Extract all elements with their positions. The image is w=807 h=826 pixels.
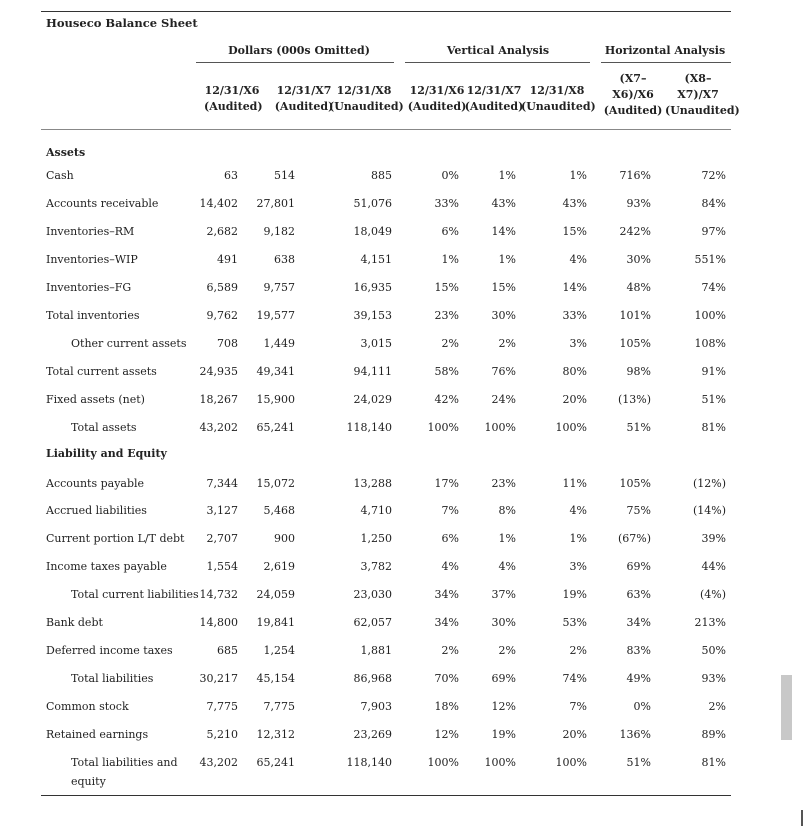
table-cell: (14%): [692, 504, 726, 517]
row-label: Accounts payable: [46, 477, 145, 490]
table-cell: 43%: [562, 197, 587, 210]
table-cell: 23,269: [353, 728, 392, 741]
table-cell: 14%: [562, 281, 587, 294]
row-label: Bank debt: [46, 616, 103, 629]
column-header-line: 12/31/X7: [466, 84, 522, 97]
table-cell: 51%: [701, 393, 726, 406]
table-cell: 20%: [562, 728, 587, 741]
row-label: Income taxes payable: [46, 560, 167, 573]
header-rule: [41, 129, 731, 130]
sheet-title: Houseco Balance Sheet: [46, 16, 198, 30]
group-dollars: Dollars (000s Omitted): [228, 44, 370, 57]
column-header-line: X7)/X7: [677, 88, 719, 101]
table-cell: 74%: [562, 672, 587, 685]
table-cell: 39%: [701, 532, 726, 545]
table-cell: 23%: [491, 477, 516, 490]
table-cell: 17%: [434, 477, 459, 490]
column-header-line: (X7–: [619, 72, 647, 85]
table-cell: 1%: [498, 532, 516, 545]
column-header-line: (Unaudited): [521, 100, 596, 113]
table-cell: 19,841: [256, 616, 295, 629]
table-cell: 1%: [441, 253, 459, 266]
table-cell: 118,140: [346, 421, 392, 434]
table-cell: 100%: [484, 421, 516, 434]
table-cell: 49%: [626, 672, 651, 685]
table-cell: 86,968: [353, 672, 392, 685]
table-cell: 4%: [569, 253, 587, 266]
table-cell: 12%: [434, 728, 459, 741]
table-cell: 48%: [626, 281, 651, 294]
table-cell: 65,241: [256, 421, 295, 434]
row-label: Total assets: [71, 421, 137, 434]
table-cell: 4,151: [360, 253, 392, 266]
group-dollars-rule: [196, 62, 394, 63]
column-header-line: X6)/X6: [612, 88, 654, 101]
table-cell: 43,202: [199, 421, 238, 434]
column-header-line: (Audited): [204, 100, 263, 113]
table-cell: 2,619: [263, 560, 295, 573]
column-header-line: (Audited): [407, 100, 467, 113]
table-cell: 4%: [441, 560, 459, 573]
table-cell: 72%: [701, 169, 726, 182]
row-label: Inventories–RM: [46, 225, 135, 238]
table-cell: 7%: [569, 700, 587, 713]
table-cell: 42%: [434, 393, 459, 406]
row-label: Deferred income taxes: [46, 644, 173, 657]
table-cell: 39,153: [353, 309, 392, 322]
table-cell: 14,800: [199, 616, 238, 629]
table-cell: 7,903: [360, 700, 392, 713]
row-label: Common stock: [46, 700, 129, 713]
table-cell: 514: [274, 169, 295, 182]
table-cell: 69%: [626, 560, 651, 573]
table-cell: 44%: [701, 560, 726, 573]
table-cell: 3,127: [206, 504, 238, 517]
row-label: Total current liabilities: [71, 588, 199, 601]
table-cell: 15%: [434, 281, 459, 294]
table-cell: 30%: [626, 253, 651, 266]
table-cell: 15%: [562, 225, 587, 238]
table-cell: 100%: [694, 309, 726, 322]
table-cell: 20%: [562, 393, 587, 406]
table-cell: 30%: [491, 309, 516, 322]
table-cell: 9,757: [263, 281, 295, 294]
table-cell: 49,341: [256, 365, 295, 378]
table-cell: 2,682: [206, 225, 238, 238]
table-cell: 3,782: [360, 560, 392, 573]
table-cell: 13,288: [353, 477, 392, 490]
top-rule: [41, 11, 731, 12]
table-cell: 11%: [562, 477, 587, 490]
table-cell: 18,267: [199, 393, 238, 406]
row-label: Other current assets: [71, 337, 187, 350]
table-cell: 7%: [441, 504, 459, 517]
table-cell: 7,775: [263, 700, 295, 713]
table-cell: 9,762: [206, 309, 238, 322]
column-header: [407, 83, 467, 115]
scrollbar-thumb[interactable]: [781, 675, 792, 740]
table-cell: 51%: [626, 756, 651, 769]
table-cell: 81%: [701, 756, 726, 769]
table-cell: 6%: [441, 532, 459, 545]
table-cell: 43%: [491, 197, 516, 210]
table-cell: 136%: [619, 728, 651, 741]
section-assets: Assets: [46, 146, 86, 159]
table-cell: 93%: [626, 197, 651, 210]
table-cell: 65,241: [256, 756, 295, 769]
column-header: [329, 83, 404, 115]
table-cell: 1%: [569, 169, 587, 182]
table-cell: 638: [274, 253, 295, 266]
table-cell: 62,057: [353, 616, 392, 629]
column-header-line: 12/31/X8: [336, 84, 392, 97]
row-label: Inventories–WIP: [46, 253, 138, 266]
table-cell: 242%: [619, 225, 651, 238]
column-header-line: 12/31/X6: [409, 84, 465, 97]
row-label-continued: equity: [71, 775, 106, 788]
table-cell: 7,775: [206, 700, 238, 713]
table-cell: 491: [217, 253, 238, 266]
table-cell: 213%: [694, 616, 726, 629]
table-cell: 19,577: [256, 309, 295, 322]
column-header-line: 12/31/X8: [529, 84, 585, 97]
row-label: Cash: [46, 169, 74, 182]
row-label: Accrued liabilities: [46, 504, 147, 517]
group-vertical-rule: [405, 62, 590, 63]
row-label: Fixed assets (net): [46, 393, 145, 406]
table-cell: 81%: [701, 421, 726, 434]
table-cell: 98%: [626, 365, 651, 378]
row-label: Total inventories: [46, 309, 140, 322]
table-cell: 15,900: [256, 393, 295, 406]
table-cell: 100%: [555, 756, 587, 769]
bottom-rule: [41, 795, 731, 796]
table-cell: 80%: [562, 365, 587, 378]
table-cell: 24,059: [256, 588, 295, 601]
table-cell: 101%: [619, 309, 651, 322]
table-cell: (67%): [617, 532, 651, 545]
table-cell: 83%: [626, 644, 651, 657]
column-header-line: (Audited): [274, 100, 334, 113]
table-cell: 1,881: [360, 644, 392, 657]
table-cell: 716%: [619, 169, 651, 182]
table-cell: (12%): [692, 477, 726, 490]
table-cell: 97%: [701, 225, 726, 238]
column-header-line: (Audited): [603, 104, 663, 117]
table-cell: 14,732: [199, 588, 238, 601]
table-cell: 118,140: [346, 756, 392, 769]
row-label: Total liabilities and: [71, 756, 178, 769]
group-vertical: Vertical Analysis: [446, 44, 550, 57]
table-cell: (13%): [617, 393, 651, 406]
table-cell: 33%: [434, 197, 459, 210]
table-cell: 2%: [441, 337, 459, 350]
table-cell: 2%: [498, 337, 516, 350]
table-cell: 18%: [434, 700, 459, 713]
table-cell: 6%: [441, 225, 459, 238]
column-header-line: (Unaudited): [329, 100, 404, 113]
column-header: [601, 71, 665, 119]
table-cell: 45,154: [256, 672, 295, 685]
table-cell: 1,250: [360, 532, 392, 545]
table-cell: 2%: [441, 644, 459, 657]
table-cell: 100%: [484, 756, 516, 769]
column-header-line: 12/31/X7: [276, 84, 332, 97]
table-cell: 3%: [569, 560, 587, 573]
table-cell: 3,015: [360, 337, 392, 350]
table-cell: 63%: [626, 588, 651, 601]
table-cell: 27,801: [256, 197, 295, 210]
table-cell: 1,449: [263, 337, 295, 350]
table-cell: 18,049: [353, 225, 392, 238]
table-cell: 708: [217, 337, 238, 350]
table-cell: 51,076: [353, 197, 392, 210]
table-cell: 685: [217, 644, 238, 657]
table-cell: 69%: [491, 672, 516, 685]
row-label: Retained earnings: [46, 728, 149, 741]
table-cell: 15,072: [256, 477, 295, 490]
column-header-line: (Unaudited): [665, 104, 740, 117]
table-cell: 74%: [701, 281, 726, 294]
table-cell: 34%: [434, 588, 459, 601]
table-cell: 100%: [555, 421, 587, 434]
table-cell: 93%: [701, 672, 726, 685]
table-cell: 6,589: [206, 281, 238, 294]
column-header: [204, 83, 263, 115]
table-cell: 58%: [434, 365, 459, 378]
row-label: Total liabilities: [71, 672, 154, 685]
table-cell: 12,312: [256, 728, 295, 741]
table-cell: 76%: [491, 365, 516, 378]
table-cell: 37%: [491, 588, 516, 601]
table-cell: 14%: [491, 225, 516, 238]
table-cell: 24,935: [199, 365, 238, 378]
table-cell: 100%: [427, 421, 459, 434]
table-cell: 1%: [498, 169, 516, 182]
table-cell: 8%: [498, 504, 516, 517]
table-cell: 30%: [491, 616, 516, 629]
table-cell: 24,029: [353, 393, 392, 406]
row-label: Total current assets: [46, 365, 157, 378]
table-cell: 1,254: [263, 644, 295, 657]
table-cell: 12%: [491, 700, 516, 713]
table-cell: 1%: [498, 253, 516, 266]
table-cell: 16,935: [353, 281, 392, 294]
table-cell: 885: [371, 169, 392, 182]
table-cell: 89%: [701, 728, 726, 741]
table-cell: 14,402: [199, 197, 238, 210]
table-cell: 70%: [434, 672, 459, 685]
table-cell: 2%: [708, 700, 726, 713]
column-header: [521, 83, 596, 115]
table-cell: 63: [224, 169, 238, 182]
column-header-line: (X8–: [684, 72, 712, 85]
table-cell: 108%: [694, 337, 726, 350]
row-label: Accounts receivable: [46, 197, 159, 210]
row-label: Inventories–FG: [46, 281, 132, 294]
table-cell: 50%: [701, 644, 726, 657]
table-cell: (4%): [699, 588, 726, 601]
table-cell: 5,210: [206, 728, 238, 741]
table-cell: 91%: [701, 365, 726, 378]
table-cell: 84%: [701, 197, 726, 210]
table-cell: 3%: [569, 337, 587, 350]
table-cell: 34%: [626, 616, 651, 629]
group-horizontal-rule: [601, 62, 731, 63]
column-header-line: (Audited): [464, 100, 524, 113]
table-cell: 551%: [694, 253, 726, 266]
row-label: Current portion L/T debt: [46, 532, 185, 545]
table-cell: 105%: [619, 477, 651, 490]
table-cell: 24%: [491, 393, 516, 406]
table-cell: 7,344: [206, 477, 238, 490]
table-cell: 1,554: [206, 560, 238, 573]
section-liabilities: Liability and Equity: [46, 447, 167, 460]
table-cell: 5,468: [263, 504, 295, 517]
column-header-line: 12/31/X6: [204, 84, 260, 97]
table-cell: 1%: [569, 532, 587, 545]
table-cell: 51%: [626, 421, 651, 434]
table-cell: 900: [274, 532, 295, 545]
table-cell: 2%: [569, 644, 587, 657]
table-cell: 9,182: [263, 225, 295, 238]
column-header: [665, 71, 740, 119]
table-cell: 2,707: [206, 532, 238, 545]
table-cell: 19%: [562, 588, 587, 601]
group-horizontal: Horizontal Analysis: [604, 44, 726, 57]
column-header: [273, 83, 335, 115]
table-cell: 2%: [498, 644, 516, 657]
column-header: [463, 83, 525, 115]
table-cell: 100%: [427, 756, 459, 769]
table-cell: 4%: [569, 504, 587, 517]
table-cell: 0%: [441, 169, 459, 182]
table-cell: 4,710: [360, 504, 392, 517]
table-cell: 23%: [434, 309, 459, 322]
table-cell: 23,030: [353, 588, 392, 601]
table-cell: 105%: [619, 337, 651, 350]
table-cell: 0%: [633, 700, 651, 713]
table-cell: 75%: [626, 504, 651, 517]
table-cell: 33%: [562, 309, 587, 322]
table-cell: 53%: [562, 616, 587, 629]
table-cell: 4%: [498, 560, 516, 573]
scrollbar-edge: [801, 810, 803, 826]
table-cell: 34%: [434, 616, 459, 629]
table-cell: 94,111: [353, 365, 392, 378]
table-cell: 43,202: [199, 756, 238, 769]
table-cell: 30,217: [199, 672, 238, 685]
table-cell: 19%: [491, 728, 516, 741]
table-cell: 15%: [491, 281, 516, 294]
